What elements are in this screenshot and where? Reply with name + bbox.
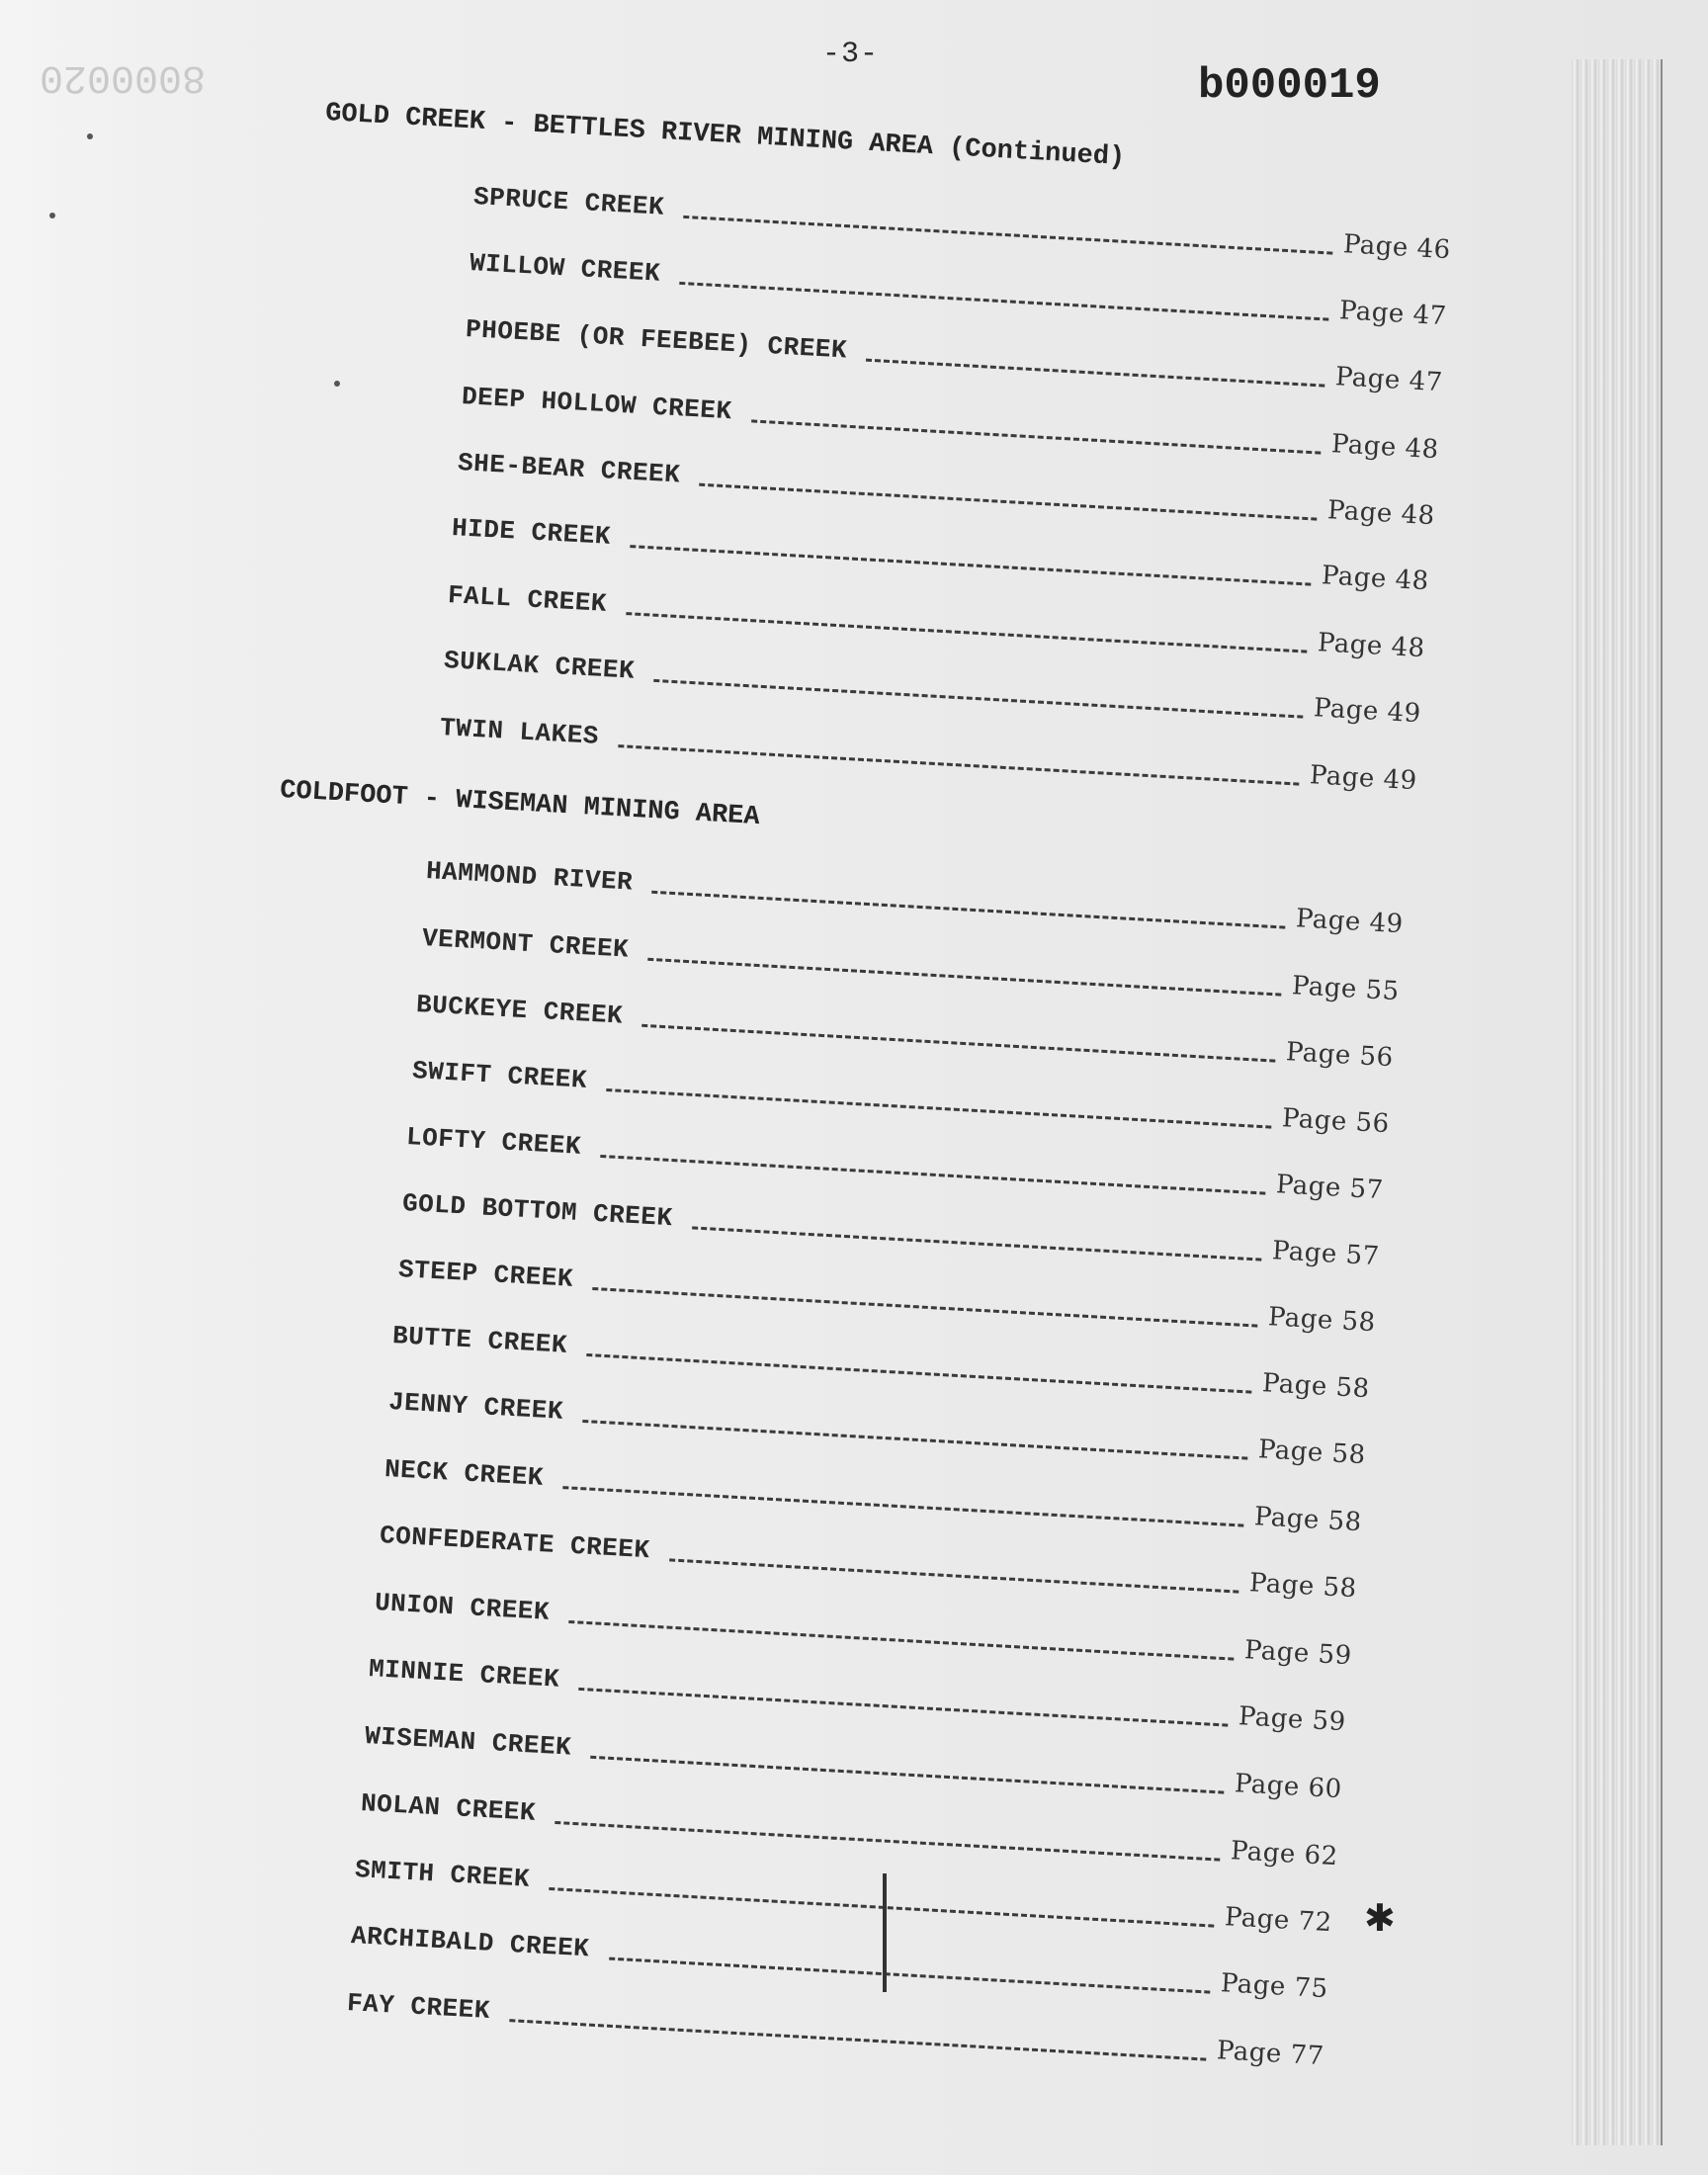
entry-label: NOLAN CREEK (360, 1787, 537, 1828)
entry-page: Page 58 (1267, 1302, 1377, 1339)
entry-page: Page 47 (1334, 362, 1444, 398)
entry-page: Page 72 (1224, 1902, 1333, 1939)
entry-label: TWIN LAKES (439, 712, 600, 751)
entry-label: GOLD BOTTOM CREEK (401, 1187, 674, 1234)
entry-label: DEEP HOLLOW CREEK (461, 381, 733, 427)
entry-label: SMITH CREEK (354, 1854, 531, 1894)
margin-asterisk-mark: ✱ (1364, 1896, 1396, 1940)
scan-speck (87, 133, 93, 139)
section-title-coldfoot-wiseman: COLDFOOT - WISEMAN MINING AREA (279, 776, 761, 833)
pen-stroke (883, 1873, 887, 1992)
faded-document-id: 8000020 (40, 54, 207, 99)
entry-label: CONFEDERATE CREEK (379, 1520, 651, 1566)
entry-label: PHOEBE (OR FEEBEE) CREEK (465, 313, 848, 366)
entry-label: SHE-BEAR CREEK (457, 447, 682, 490)
entry-page: Page 48 (1326, 495, 1436, 532)
scan-speck (334, 381, 340, 387)
entry-page: Page 48 (1317, 628, 1426, 664)
entry-label: FALL CREEK (447, 579, 608, 619)
entry-page: Page 59 (1238, 1701, 1347, 1738)
entry-label: SPRUCE CREEK (472, 181, 665, 222)
entry-page: Page 58 (1248, 1568, 1358, 1605)
entry-label: NECK CREEK (384, 1453, 545, 1493)
entry-label: SUKLAK CREEK (443, 645, 636, 686)
entry-page: Page 59 (1243, 1635, 1353, 1672)
entry-page: Page 47 (1338, 296, 1448, 332)
entry-page: Page 56 (1285, 1037, 1395, 1074)
entry-page: Page 60 (1234, 1769, 1343, 1805)
scan-speck (49, 213, 55, 218)
entry-label: UNION CREEK (374, 1587, 551, 1627)
entry-label: ARCHIBALD CREEK (350, 1920, 591, 1964)
entry-label: BUTTE CREEK (391, 1320, 568, 1360)
entry-label: VERMONT CREEK (421, 922, 630, 965)
entry-label: HIDE CREEK (451, 512, 612, 552)
entry-page: Page 58 (1253, 1502, 1363, 1538)
section-title-gold-creek: GOLD CREEK - BETTLES RIVER MINING AREA (Continued) (324, 99, 1126, 174)
entry-label: FAY CREEK (346, 1987, 491, 2027)
entry-page: Page 58 (1261, 1368, 1371, 1405)
entry-page: Page 75 (1220, 1968, 1329, 2005)
entry-page: Page 49 (1295, 904, 1405, 940)
entry-label: MINNIE CREEK (368, 1653, 560, 1695)
entry-page: Page 46 (1342, 229, 1452, 266)
entry-page: Page 62 (1230, 1836, 1339, 1872)
entry-label: HAMMOND RIVER (425, 855, 634, 898)
entry-label: WILLOW CREEK (469, 247, 661, 289)
entry-label: WISEMAN CREEK (364, 1720, 572, 1763)
entry-label: SWIFT CREEK (411, 1055, 588, 1095)
entry-label: LOFTY CREEK (405, 1121, 582, 1162)
entry-page: Page 49 (1313, 693, 1422, 730)
page-stack-edge (1572, 59, 1663, 2145)
entry-page: Page 56 (1281, 1103, 1391, 1140)
entry-label: JENNY CREEK (387, 1386, 564, 1427)
entry-page: Page 48 (1330, 429, 1440, 466)
entry-page: Page 58 (1257, 1435, 1367, 1471)
entry-page: Page 57 (1271, 1236, 1381, 1272)
entry-page: Page 77 (1216, 2036, 1325, 2072)
entry-page: Page 55 (1291, 971, 1401, 1007)
entry-page: Page 48 (1321, 561, 1430, 597)
entry-page: Page 49 (1309, 760, 1418, 797)
entry-label: BUCKEYE CREEK (415, 989, 624, 1031)
entry-page: Page 57 (1275, 1170, 1385, 1206)
page-number: -3- (822, 38, 880, 71)
entry-label: STEEP CREEK (397, 1254, 574, 1294)
document-id: b000019 (1198, 61, 1381, 111)
